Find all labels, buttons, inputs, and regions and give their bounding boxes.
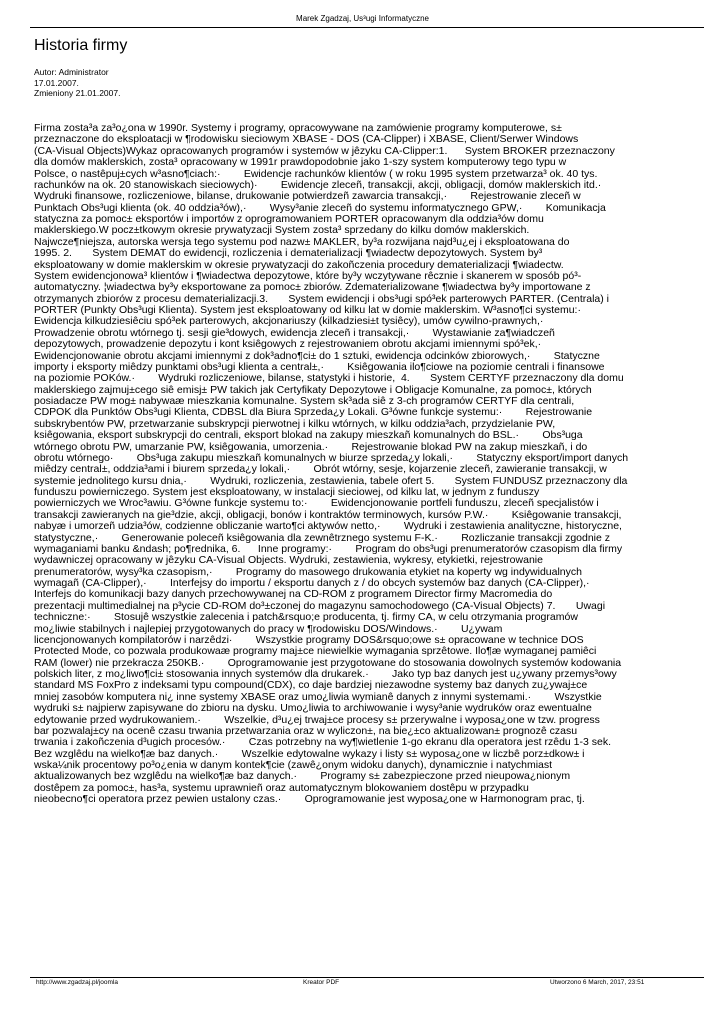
article-body: Firma zosta³a za³o¿ona w 1990r. Systemy i programy, opracowywane na zamówienie programy komputerowe, s± przeznaczone do eksploatacji w ¶rodowisku sieciowym XBASE - DOS (CA-Clipper) i XBASE, Client/Serwer Windows (CA-Visual Objects)Wykaz opracowanych programów i systemów w jêzyku CA-Clipper:1. System BROKER przeznaczony dla domów maklerskich, zosta³ opracowany w 1991r prawdopodobnie jako 1-szy system komputerowy tego typu w Polsce, o nastêpuj±cych w³asno¶ciach:· Ewidencje rachunków klientów ( w roku 1995 system przetwarza³ ok. 40 tys. rachunków na ok. 20 stanowiskach sieciowych)· Ewidencje zleceñ, transakcji, akcji, obligacji, domów maklerskich itd.· Wydruki finansowe, rozliczeniowe, bilanse, drukowanie potwierdzeñ zawarcia transakcji,· Rejestrowanie zleceñ w Punktach Obs³ugi klienta (ok. 40 oddzia³ów),· Wysy³anie zleceñ do systemu informatycznego GPW,· Komunikacja statyczna za pomoc± eksportów i importów z oprogramowaniem PORTER opracowanym dla oddzia³ów domu maklerskiego.W pocz±tkowym okresie prywatyzacji System zosta³ sprzedany do kilku domów maklerskich. Najwcze¶niejsza, autorska wersja tego systemu pod nazw± MAKLER, by³a rozwijana najd³u¿ej i eksploatowana do 1995. 2. System DEMAT do ewidencji, rozliczenia i dematerializacji ¶wiadectw depozytowych. System by³ eksploatowany w domie maklerskim w okresie prywatyzacji do zakoñczenia procedury dematerializacji ¶wiadectw. System ewidencjonowa³ klientów i ¶wiadectwa depozytowe, które by³y wczytywane rêcznie i skanerem w sposób pó³- automatyczny. ¦wiadectwa by³y eksportowane za pomoc± zbiorów. Zdematerializowane ¶wiadectwa by³y importowane z otrzymanych zbiorów z procesu dematerializacji.3. System ewidencji i obs³ugi spó³ek parterowych PARTER. (Centrala) i PORTER (Punkty Obs³ugi Klienta). System jest eksploatowany od kilku lat w domie maklerskim. W³asno¶ci systemu:· Ewidencja kilkudziesiêciu spó³ek parterowych, akcjonariuszy (kilkadziesi±t tysiêcy), umów cywilno-prawnych,· Prowadzenie obrotu wtórnego tj. sesji gie³dowych, ewidencja zleceñ i transakcji,· Wystawianie za¶wiadczeñ depozytowych, prowadzenie depozytu i kont ksiêgowych z rejestrowaniem obrotu akcjami imiennymi spó³ek,· Ewidencjonowanie obrotu akcjami imiennymi z dok³adno¶ci± do 1 sztuki, ewidencja odcinków zbiorowych,· Statyczne importy i eksporty miêdzy punktami obs³ugi klienta a central±,· Ksiêgowania ilo¶ciowe na poziomie centrali i finansowe na poziomie POKów.· Wydruki rozliczeniowe, bilanse, statystyki i historie, 4. System CERTYF przeznaczony dla domu maklerskiego zajmuj±cego siê emisj± PW takich jak Certyfikaty Depozytowe i Obligacje Komunalne, za pomoc±, których posiadacze PW mog± nabywaæ mieszkania komunalne. System sk³ada siê z 3-ch programów CERTYF dla centrali, CDPOK dla Punktów Obs³ugi Klienta, CDBSL dla Biura Sprzeda¿y Lokali. G³ówne funkcje systemu:· Rejestrowanie subskrybentów PW, przetwarzanie subskrypcji pierwotnej i kilku wtórnych, w kilku oddzia³ach, przydzielanie PW, ksiêgowania, eksport subskrypcji do centrali, eksport blokad na zakupy mieszkañ komunalnych do BSL.· Obs³uga wtórnego obrotu PW, umarzanie PW, ksiêgowania, umorzenia.· Rejestrowanie blokad PW na zakup mieszkañ, i do obrotu wtórnego· Obs³uga zakupu mieszkañ komunalnych w biurze sprzeda¿y lokali,· Statyczny eksport/import danych miêdzy central±, oddzia³ami i biurem sprzeda¿y lokali,· Obrót wtórny, sesje, kojarzenie zleceñ, zawieranie transakcji, w systemie jednolitego kursu dnia,· Wydruki, rozliczenia, zestawienia, tabele ofert 5. System FUNDUSZ przeznaczony dla funduszu powierniczego. System jest eksploatowany, w instalacji sieciowej, od kilku lat, w jednym z funduszy powierniczych we Wroc³awiu. G³ówne funkcje systemu to:· Ewidencjonowanie portfeli funduszu, zleceñ specjalistów i transakcji zawieranych na gie³dzie, akcji, obligacji, bonów i kontraktów terminowych, kursów P.W.· Ksiêgowanie transakcji, nabyæ i umorzeñ udzia³ów, codzienne obliczanie warto¶ci aktywów netto,· Wydruki i zestawienia analityczne, historyczne, statystyczne,· Generowanie poleceñ ksiêgowania dla zewnêtrznego systemu F-K.· Rozliczanie transakcji zgodnie z wymaganiami banku &ndash; po¶rednika, 6. Inne programy:· Program do obs³ugi prenumeratorów czasopism dla firmy wydawniczej opracowany w jêzyku CA-Visual Objects. Wydruki, zestawienia, wykresy, etykietki, rejestrowanie prenumeratorów, wysy³ka czasopism,· Programy do masowego drukowania etykiet na koperty wg indywidualnych wymagañ (CA-Clipper),· Interfejsy do importu / eksportu danych z / do obcych systemów baz danych (CA-Clipper),· Interfejs do komunikacji bazy danych przechowywanej na CD-ROM z programem Director firmy Macromedia do prezentacji multimedialnej na p³ycie CD-ROM do³±czonej do magazynu samochodowego (CA-Visual Objects) 7. Uwagi techniczne:· Stosujê wszystkie zalecenia i patch&rsquo;e producenta, tj. firmy CA, w celu otrzymania programów mo¿liwie stabilnych i najlepiej przygotowanych do pracy w ¶rodowisku DOS/Windows.· U¿ywam licencjonowanych kompilatorów i narzêdzi· Wszystkie programy DOS&rsquo;owe s± opracowane w technice DOS Protected Mode, co pozwala produkowaæ programy maj±ce niewielkie wymagania sprzêtowe. Ilo¶æ wymaganej pamiêci RAM (lower) nie przekracza 250KB.· Oprogramowanie jest przygotowane do stosowania dowolnych systemów kodowania polskich liter, z mo¿liwo¶ci± stosowania innych systemów dla drukarek.· Jako typ baz danych jest u¿ywany przemys³owy standard MS FoxPro z indeksami typu compound(CDX), co daje bardziej niezawodne systemy baz danych zu¿ywaj±ce mniej zasobów komputera ni¿ inne systemy XBASE oraz umo¿liwia wymianê danych z innymi systemami.· Wszystkie wydruki s± najpierw zapisywane do zbioru na dysku. Umo¿liwia to archiwowanie i wysy³anie wydruków oraz ewentualne edytowanie przed wydrukowaniem.· Wszelkie, d³u¿ej trwaj±ce procesy s± przerywalne i wyposa¿one w tzw. progress bar pozwalaj±cy na ocenê czasu trwania przetwarzania oraz w wyliczon±, na bie¿±co aktualizowan± prognozê czasu trwania i zakoñczenia d³ugich procesów.· Czas potrzebny na wy¶wietlenie 1-go ekranu dla operatora jest rzêdu 1-3 sek. Bez wzglêdu na wielko¶æ baz danych.· Wszelkie edytowalne wykazy i listy s± wyposa¿one w liczbê porz±dkow± i wska¼nik procentowy po³o¿enia w danym kontek¶cie (zawê¿onym widoku danych), dynamicznie i natychmiast aktualizowanych bez wzglêdu na wielko¶æ baz danych.· Programy s± zabezpieczone przed nieupowa¿nionym dostêpem za pomoc±, has³a, systemu uprawnieñ oraz automatycznym blokowaniem dostêpu w przypadku nieobecno¶ci operatora przez pewien ustalony czas.· Oprogramowanie jest wyposa¿one w Harmonogram prac, tj. — [34, 122, 629, 806]
header-divider — [30, 27, 704, 28]
footer-generator: Kreator PDF — [303, 979, 340, 986]
footer-url: http://www.zgadzaj.pl/joomla — [36, 979, 119, 986]
article-created-date: 17.01.2007. — [34, 77, 79, 88]
page-title: Historia firmy — [34, 37, 128, 54]
footer-divider — [30, 977, 704, 978]
article-author: Autor: Administrator — [34, 67, 109, 77]
footer-timestamp: Utworzono 6 March, 2017, 23:51 — [550, 979, 645, 986]
running-header: Marek Zgadzaj, Us³ugi Informatyczne — [296, 14, 429, 23]
article-modified-date: Zmieniony 21.01.2007. — [34, 88, 121, 99]
article-meta — [34, 67, 120, 99]
